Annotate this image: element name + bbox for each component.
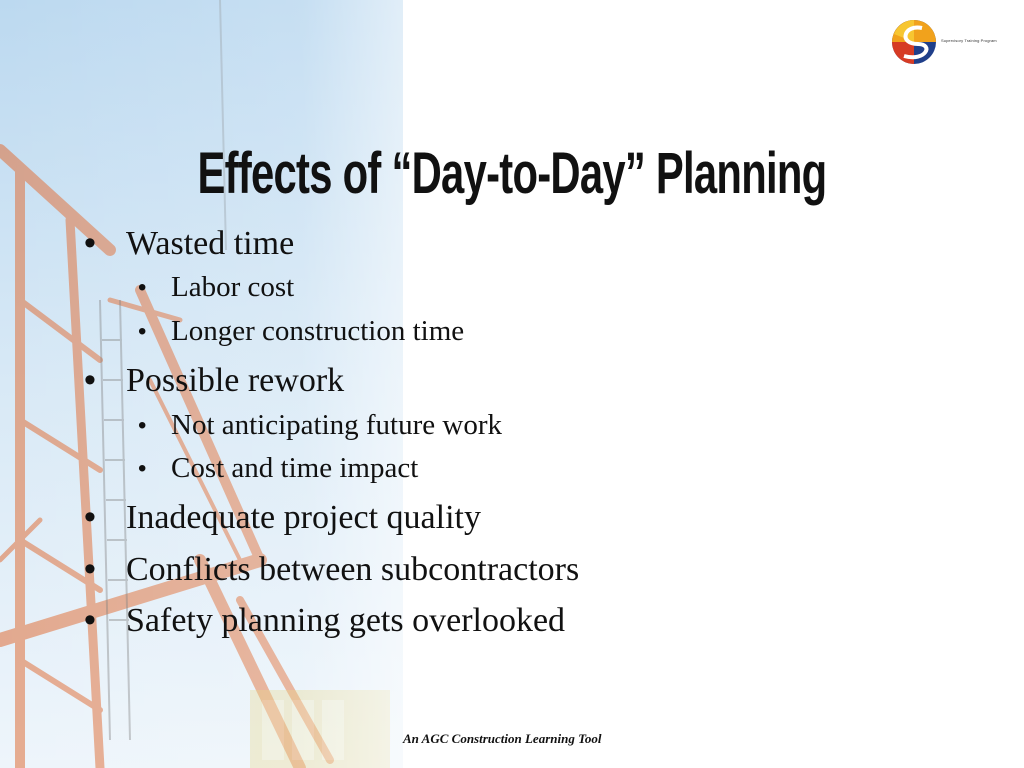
bullet-item — [84, 499, 784, 536]
bullet-text: Wasted time — [126, 225, 295, 262]
sub-bullet-item — [84, 453, 784, 485]
stp-logo-text: Supervisory Training Program — [941, 38, 997, 43]
bullet-dot: • — [138, 318, 147, 346]
bullet-dot: • — [84, 601, 96, 640]
bullet-text: Longer construction time — [171, 315, 465, 348]
bullet-item — [84, 225, 784, 262]
bullet-text: Possible rework — [126, 362, 345, 400]
footer-text: An AGC Construction Learning Tool — [403, 731, 602, 746]
bullet-text: Inadequate project quality — [126, 499, 481, 537]
bullet-text: Not anticipating future work — [171, 408, 502, 441]
sub-bullet-item — [84, 272, 784, 304]
bullet-dot: • — [138, 411, 147, 439]
bullet-dot: • — [138, 274, 147, 302]
bullet-text: Labor cost — [171, 271, 295, 304]
slide-title: Effects of “Day-to-Day” Planning — [197, 141, 827, 206]
bullet-dot: • — [84, 549, 96, 588]
sub-bullet-item — [84, 410, 784, 442]
bullet-dot: • — [84, 498, 96, 537]
stp-logo-mark — [888, 14, 948, 70]
bullet-text: Conflicts between subcontractors — [126, 550, 580, 588]
bullet-item — [84, 362, 784, 399]
bullet-text: Safety planning gets overlooked — [126, 602, 566, 640]
bullet-text: Cost and time impact — [171, 452, 419, 485]
bullet-item — [84, 602, 784, 639]
bullet-dot: • — [84, 224, 96, 262]
bullet-list — [84, 225, 784, 640]
sub-bullet-item — [84, 316, 784, 348]
bullet-item — [84, 551, 784, 588]
bullet-dot: • — [84, 361, 96, 400]
bullet-dot: • — [138, 455, 147, 483]
